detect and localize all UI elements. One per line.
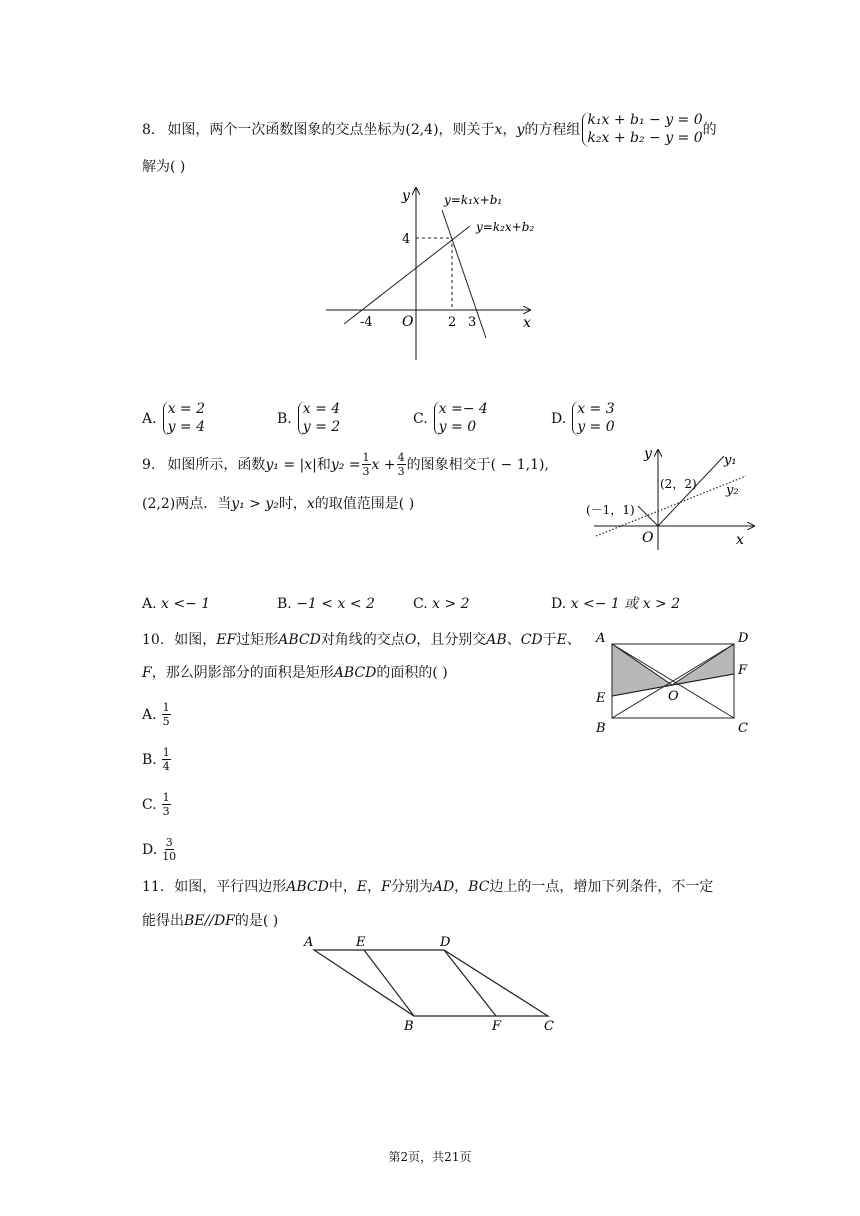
q8-label-line2: y=k₂x+b₂ bbox=[476, 220, 535, 234]
q9-line2 bbox=[142, 497, 414, 511]
q8-option-c[interactable] bbox=[413, 401, 488, 436]
q8-eq1: k₁x + b₁ − y = 0 bbox=[587, 112, 703, 128]
q11-text: ， bbox=[454, 879, 469, 895]
page-footer: 第2页，共21页 bbox=[388, 1150, 472, 1164]
option-fraction bbox=[162, 837, 176, 862]
q10-var: EF bbox=[216, 632, 237, 648]
frac-den: 10 bbox=[162, 850, 177, 863]
q9-text: 的取值范围是( ) bbox=[314, 496, 415, 512]
option-letter: B. bbox=[277, 410, 292, 427]
frac-den: 4 bbox=[162, 760, 170, 773]
q9-option-d[interactable] bbox=[551, 597, 680, 611]
q11-graph bbox=[298, 930, 568, 1036]
q11-var: ABCD bbox=[286, 879, 329, 895]
q10-line2 bbox=[142, 666, 448, 680]
frac-num: 1 bbox=[362, 451, 370, 464]
q8-var-y: y bbox=[516, 121, 525, 138]
q11-segment-df bbox=[444, 950, 496, 1016]
frac-den: 5 bbox=[162, 715, 170, 728]
q9-frac-1-3 bbox=[362, 452, 371, 477]
q9-text: 如图所示，函数 bbox=[167, 456, 266, 473]
q9-frac-4-3 bbox=[397, 452, 406, 477]
q10-text: 、 bbox=[566, 632, 581, 648]
q11-label-E: E bbox=[356, 935, 366, 950]
q8-label-x: x bbox=[523, 315, 531, 331]
q10-option-d[interactable] bbox=[142, 837, 177, 862]
q10-text: 、 bbox=[506, 632, 521, 648]
q8-option-a[interactable] bbox=[142, 401, 205, 436]
q8-label-O: O bbox=[402, 314, 414, 330]
option-letter: D. bbox=[551, 596, 567, 612]
frac-num: 1 bbox=[162, 701, 170, 714]
option-system bbox=[434, 401, 488, 436]
q11-text: ， bbox=[367, 879, 382, 895]
option-letter: A. bbox=[142, 410, 157, 427]
q8-line1 bbox=[142, 112, 717, 147]
q10-text: ，那么阴影部分的面积是矩形 bbox=[151, 665, 334, 681]
q10-shade-left bbox=[612, 644, 672, 696]
q9-cond: y₁ > y₂ bbox=[231, 496, 279, 512]
q10-option-b[interactable] bbox=[142, 747, 172, 772]
q9-label-x: x bbox=[736, 532, 744, 548]
q8-comma: ， bbox=[502, 121, 517, 138]
option-system bbox=[298, 401, 340, 436]
q8-eq2: k₂x + b₂ − y = 0 bbox=[587, 129, 703, 146]
q11-segment-be bbox=[364, 950, 414, 1016]
option-letter: C. bbox=[413, 410, 428, 427]
q11-var: AD bbox=[432, 879, 455, 895]
option-fraction bbox=[162, 792, 171, 817]
q8-label-y: y bbox=[402, 188, 410, 204]
q10-var: F bbox=[142, 665, 152, 681]
q9-text: 时， bbox=[278, 496, 307, 512]
q8-tick-2: 2 bbox=[448, 315, 457, 330]
option-fraction bbox=[162, 747, 171, 772]
q10-label-F: F bbox=[738, 663, 748, 678]
q10-var: ABCD bbox=[333, 665, 377, 681]
q9-text: 和 bbox=[316, 456, 331, 473]
q11-line2 bbox=[142, 914, 278, 928]
option-text: x > 2 bbox=[432, 596, 470, 612]
q9-point-neg1-1: (－1，1) bbox=[586, 503, 635, 517]
option-line2: y = 2 bbox=[302, 418, 341, 435]
q10-var: CD bbox=[520, 632, 543, 648]
q11-var: E bbox=[356, 879, 368, 895]
option-system bbox=[572, 401, 614, 436]
frac-num: 1 bbox=[162, 791, 170, 804]
q10-var: AB bbox=[486, 632, 507, 648]
q11-var: BE//DF bbox=[184, 913, 235, 929]
option-letter: D. bbox=[551, 410, 567, 427]
option-line1: x = 4 bbox=[302, 401, 341, 417]
q11-var: BC bbox=[468, 879, 490, 895]
q10-text: 过矩形 bbox=[236, 632, 279, 648]
q10-text: 对角线的交点 bbox=[320, 632, 405, 648]
q11-text: 分别为 bbox=[390, 879, 433, 895]
q10-text: 的面积的( ) bbox=[376, 665, 448, 681]
q9-number: 9. bbox=[142, 456, 156, 473]
q10-label-C: C bbox=[738, 721, 748, 736]
q9-text: 的图象相交于( − 1,1), bbox=[406, 456, 549, 473]
q8-tick-4: 4 bbox=[402, 232, 411, 247]
q10-label-E: E bbox=[596, 691, 606, 706]
option-letter: B. bbox=[277, 596, 292, 612]
q10-text: 如图， bbox=[174, 632, 217, 648]
option-letter: A. bbox=[142, 596, 157, 612]
q8-text-after: 的 bbox=[702, 121, 717, 138]
q10-label-O: O bbox=[668, 689, 679, 704]
option-letter: D. bbox=[142, 841, 158, 858]
q8-tick-neg4: -4 bbox=[360, 315, 373, 330]
option-line2: y = 0 bbox=[438, 418, 477, 435]
q10-option-c[interactable] bbox=[142, 792, 172, 817]
option-letter: C. bbox=[413, 596, 428, 612]
q9-line1 bbox=[142, 452, 549, 477]
q8-option-b[interactable] bbox=[277, 401, 340, 436]
q10-var: ABCD bbox=[278, 632, 321, 648]
option-system bbox=[163, 401, 205, 436]
q11-label-A: A bbox=[304, 935, 314, 950]
q8-text-mid: 的方程组 bbox=[524, 121, 581, 138]
q10-line1 bbox=[142, 633, 581, 647]
frac-num: 3 bbox=[165, 836, 173, 849]
q9-text: (2,2)两点．当 bbox=[142, 496, 232, 512]
option-line1: x = 2 bbox=[167, 401, 205, 417]
q9-xplus: x + bbox=[371, 456, 396, 473]
q9-point-2-2: (2，2) bbox=[660, 477, 697, 491]
q10-label-D: D bbox=[738, 631, 749, 646]
q8-var-x: x bbox=[494, 121, 503, 138]
q8-number: 8. bbox=[142, 121, 156, 138]
option-line2: y = 4 bbox=[167, 418, 206, 435]
option-line2: y = 0 bbox=[577, 418, 615, 435]
q11-text: 边上的一点，增加下列条件，不一定 bbox=[489, 879, 714, 895]
frac-num: 4 bbox=[397, 451, 405, 464]
q9-y1-eq: y₁ = |x| bbox=[265, 456, 317, 473]
q9-var-x: x bbox=[306, 496, 315, 512]
frac-den: 3 bbox=[397, 465, 405, 478]
q11-line1 bbox=[142, 880, 713, 894]
q10-var: O bbox=[404, 632, 417, 648]
q9-line-y1 bbox=[638, 456, 724, 526]
q9-graph bbox=[584, 444, 760, 554]
option-letter: C. bbox=[142, 796, 157, 813]
q8-text-before: 如图，两个一次函数图象的交点坐标为(2,4)，则关于 bbox=[167, 121, 495, 138]
option-text: x <− 1 或 x > 2 bbox=[570, 596, 681, 612]
option-text: x <− 1 bbox=[161, 596, 211, 612]
q9-label-O: O bbox=[642, 530, 654, 546]
q11-text: 能得出 bbox=[142, 913, 184, 929]
q8-label-line1: y=k₁x+b₁ bbox=[444, 193, 503, 207]
q8-option-d[interactable] bbox=[551, 401, 615, 436]
q10-text: 于 bbox=[542, 632, 557, 648]
q8-line2: 解为( ) bbox=[142, 159, 186, 175]
q10-number: 10. bbox=[142, 632, 165, 648]
q9-option-a[interactable] bbox=[142, 597, 210, 611]
frac-num: 1 bbox=[162, 746, 170, 759]
q11-label-B: B bbox=[404, 1019, 414, 1034]
q10-graph bbox=[592, 626, 758, 740]
q11-number: 11. bbox=[142, 879, 165, 895]
option-letter: B. bbox=[142, 751, 157, 768]
q9-option-c[interactable] bbox=[413, 597, 470, 611]
q9-option-b[interactable] bbox=[277, 597, 375, 611]
q8-equation-system bbox=[582, 112, 702, 147]
q11-var: F bbox=[381, 879, 391, 895]
q11-parallelogram bbox=[314, 950, 548, 1016]
q8-graph bbox=[320, 182, 540, 364]
frac-den: 3 bbox=[362, 465, 370, 478]
q10-label-B: B bbox=[596, 721, 606, 736]
option-line1: x =− 4 bbox=[438, 401, 488, 417]
option-line1: x = 3 bbox=[577, 401, 615, 417]
q11-text: 中， bbox=[328, 879, 357, 895]
q11-text: 如图，平行四边形 bbox=[174, 879, 287, 895]
q11-label-D: D bbox=[440, 935, 451, 950]
option-fraction bbox=[162, 702, 171, 727]
q10-var: E bbox=[556, 632, 567, 648]
q10-label-A: A bbox=[596, 631, 606, 646]
q11-label-F: F bbox=[492, 1019, 502, 1034]
q10-text: ，且分别交 bbox=[416, 632, 487, 648]
q10-option-a[interactable] bbox=[142, 702, 172, 727]
q9-y2-eq: y₂ = bbox=[330, 456, 361, 473]
option-text: −1 < x < 2 bbox=[296, 596, 375, 612]
q9-label-y: y bbox=[644, 446, 652, 462]
frac-den: 3 bbox=[162, 805, 170, 818]
q8-tick-3: 3 bbox=[468, 315, 477, 330]
q11-label-C: C bbox=[544, 1019, 554, 1034]
q11-text: 的是( ) bbox=[234, 913, 279, 929]
q9-label-y2: y₂ bbox=[726, 483, 739, 498]
q9-label-y1: y₁ bbox=[724, 453, 737, 468]
option-letter: A. bbox=[142, 706, 157, 723]
